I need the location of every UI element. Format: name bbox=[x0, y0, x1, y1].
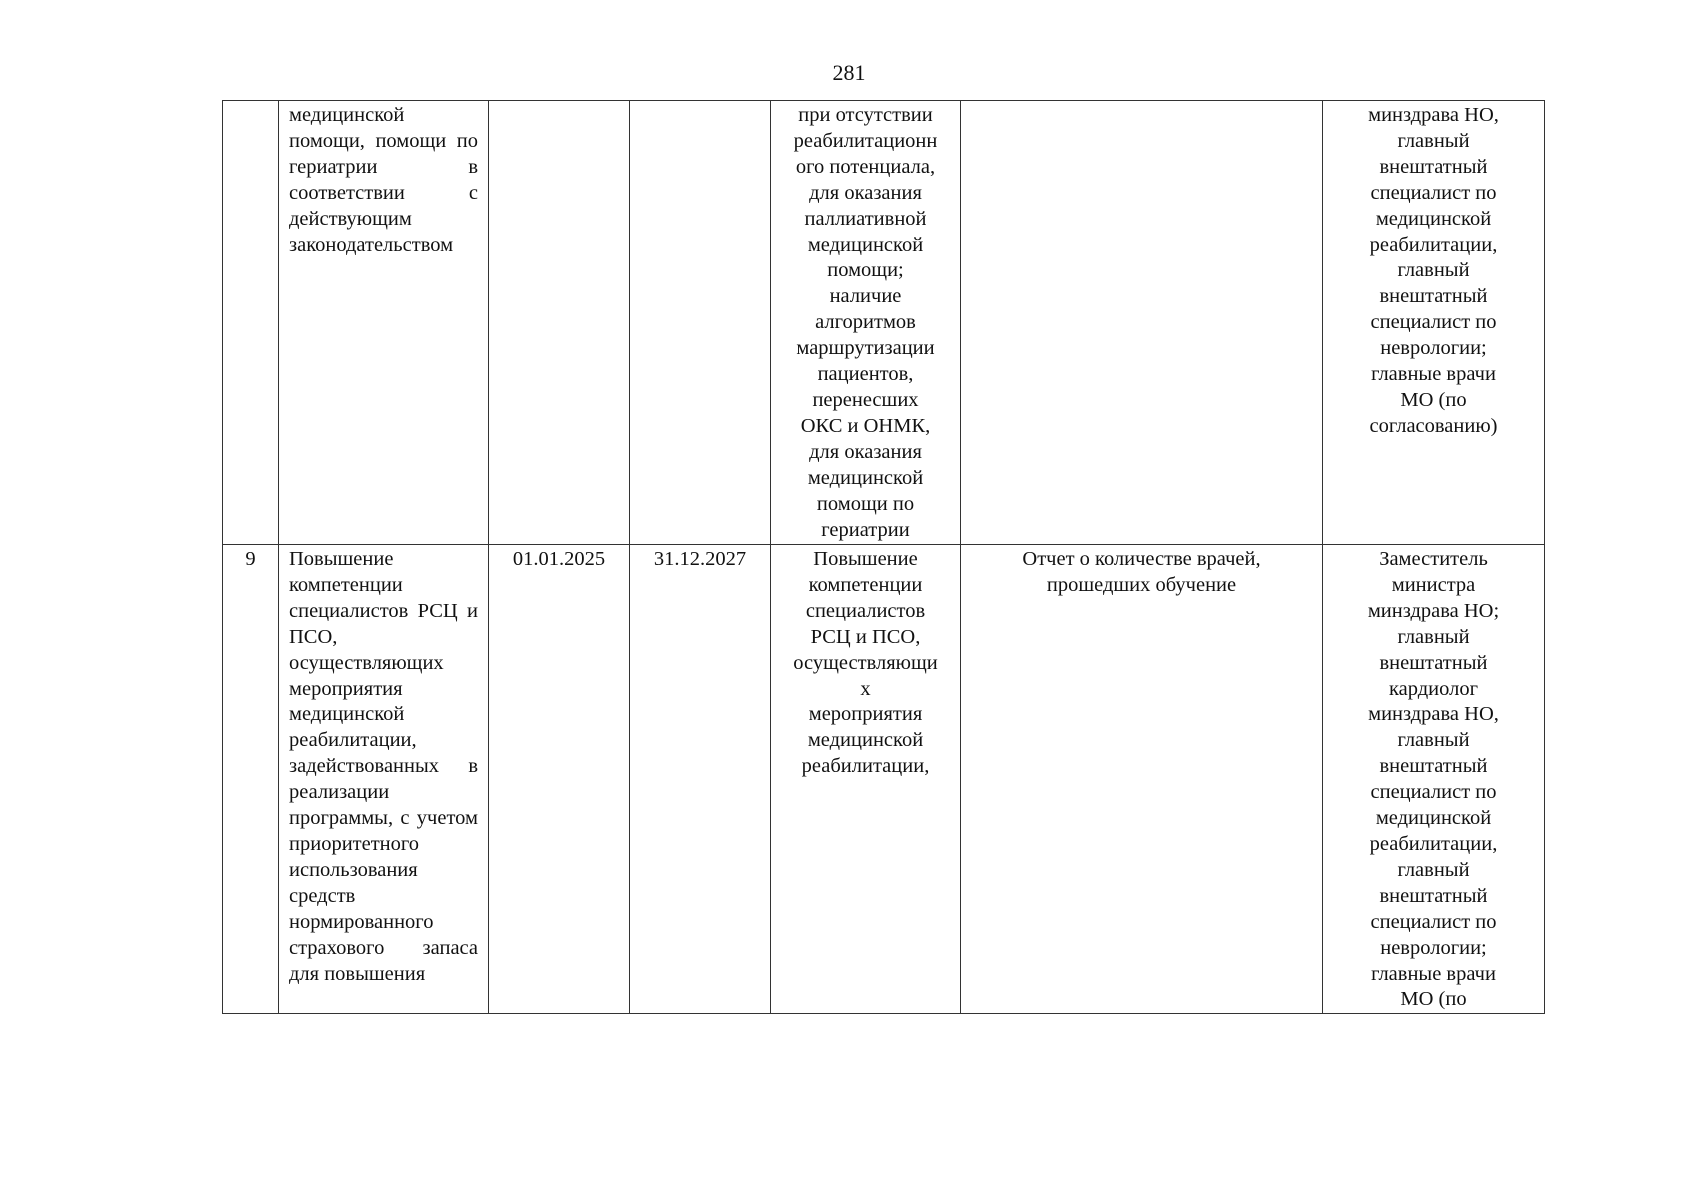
cell-line: главные врачи bbox=[1371, 962, 1496, 985]
cell-line: внештатный bbox=[1379, 755, 1488, 778]
cell-line: МО (по bbox=[1400, 388, 1467, 411]
cell-line: медицинской bbox=[807, 466, 924, 489]
cell-line: гериатрии bbox=[821, 518, 910, 541]
cell-line: внештатный bbox=[1379, 285, 1488, 308]
cell-line: ого потенциала, bbox=[795, 155, 936, 178]
cell-line: неврологии; bbox=[1380, 337, 1487, 360]
cell-line: х bbox=[860, 677, 871, 700]
cell-line: мероприятия bbox=[808, 703, 923, 726]
table-row bbox=[223, 101, 1545, 545]
cell-line: помощи по bbox=[816, 492, 915, 515]
cell-line: маршрутизации bbox=[796, 337, 935, 360]
cell-line: алгоритмов bbox=[815, 311, 916, 334]
cell-line: внештатный bbox=[1379, 884, 1488, 907]
cell-line: специалист по bbox=[1370, 181, 1497, 204]
table-row bbox=[223, 545, 1545, 1014]
cell-line: минздрава НО, bbox=[1368, 703, 1499, 726]
cell-line: главный bbox=[1397, 259, 1470, 282]
cell-line: пациентов, bbox=[817, 363, 914, 386]
cell-line: главный bbox=[1397, 625, 1470, 648]
cell-line: для оказания bbox=[809, 181, 922, 204]
cell-line: паллиативной bbox=[804, 207, 927, 230]
end-date-cell bbox=[630, 101, 771, 545]
result-cell bbox=[771, 545, 961, 1014]
cell-line: согласованию) bbox=[1369, 414, 1498, 437]
cell-line: главный bbox=[1397, 729, 1470, 752]
cell-line: медицинской bbox=[1375, 207, 1492, 230]
report-cell bbox=[961, 101, 1323, 545]
cell-line: медицинской bbox=[1375, 807, 1492, 830]
start-date-cell bbox=[489, 101, 630, 545]
cell-line: осуществляющи bbox=[793, 651, 938, 674]
cell-line: реабилитационн bbox=[793, 129, 938, 152]
cell-line: специалист по bbox=[1370, 781, 1497, 804]
cell-line: перенесших bbox=[812, 388, 919, 411]
cell-line: внештатный bbox=[1379, 155, 1488, 178]
cell-line: специалист по bbox=[1370, 910, 1497, 933]
responsible-cell bbox=[1323, 101, 1545, 545]
cell-line: реабилитации, bbox=[801, 755, 930, 778]
result-cell bbox=[771, 101, 961, 545]
cell-line: медицинской bbox=[807, 233, 924, 256]
cell-line: министра bbox=[1391, 573, 1476, 596]
row-number-cell: 9 bbox=[223, 545, 279, 1014]
cell-line: для оказания bbox=[809, 440, 922, 463]
responsible-cell bbox=[1323, 545, 1545, 1014]
cell-line: кардиолог bbox=[1389, 677, 1478, 700]
measures-table bbox=[222, 100, 1545, 1014]
cell-line: главные врачи bbox=[1371, 363, 1496, 386]
measure-name-cell: Повышение компетенции специалистов РСЦ и ПСО, осуществляющих мероприятия медицинской реабилитации, задействованных в реализации программы, с учетом приоритетного использования средств нормированного страхового запаса для повышения bbox=[279, 545, 489, 1014]
cell-line: специалистов bbox=[805, 599, 926, 622]
cell-line: неврологии; bbox=[1380, 936, 1487, 959]
cell-line: РСЦ и ПСО, bbox=[810, 625, 921, 648]
cell-line: минздрава НО, bbox=[1368, 104, 1499, 126]
cell-line: минздрава НО; bbox=[1367, 599, 1500, 622]
cell-line: Заместитель bbox=[1379, 548, 1488, 570]
cell-line: при отсутствии bbox=[798, 104, 933, 126]
cell-line: главный bbox=[1397, 129, 1470, 152]
start-date-cell: 01.01.2025 bbox=[489, 545, 630, 1014]
cell-line: главный bbox=[1397, 858, 1470, 881]
row-number-cell bbox=[223, 101, 279, 545]
measure-name-cell: медицинской помощи, помощи по гериатрии в соответствии с действующим законодательством bbox=[279, 101, 489, 545]
cell-line: МО (по bbox=[1400, 988, 1467, 1011]
cell-line: реабилитации, bbox=[1369, 233, 1498, 256]
cell-line: реабилитации, bbox=[1369, 832, 1498, 855]
cell-line: специалист по bbox=[1370, 311, 1497, 334]
page-number: 281 bbox=[832, 60, 866, 85]
cell-line: ОКС и ОНМК, bbox=[800, 414, 931, 437]
cell-line: Повышение bbox=[813, 548, 918, 570]
report-cell: Отчет о количестве врачей, прошедших обучение bbox=[961, 545, 1323, 1014]
cell-line: помощи; bbox=[827, 259, 904, 282]
cell-line: внештатный bbox=[1379, 651, 1488, 674]
end-date-cell: 31.12.2027 bbox=[630, 545, 771, 1014]
cell-line: наличие bbox=[829, 285, 902, 308]
cell-line: медицинской bbox=[807, 729, 924, 752]
cell-line: компетенции bbox=[808, 573, 923, 596]
